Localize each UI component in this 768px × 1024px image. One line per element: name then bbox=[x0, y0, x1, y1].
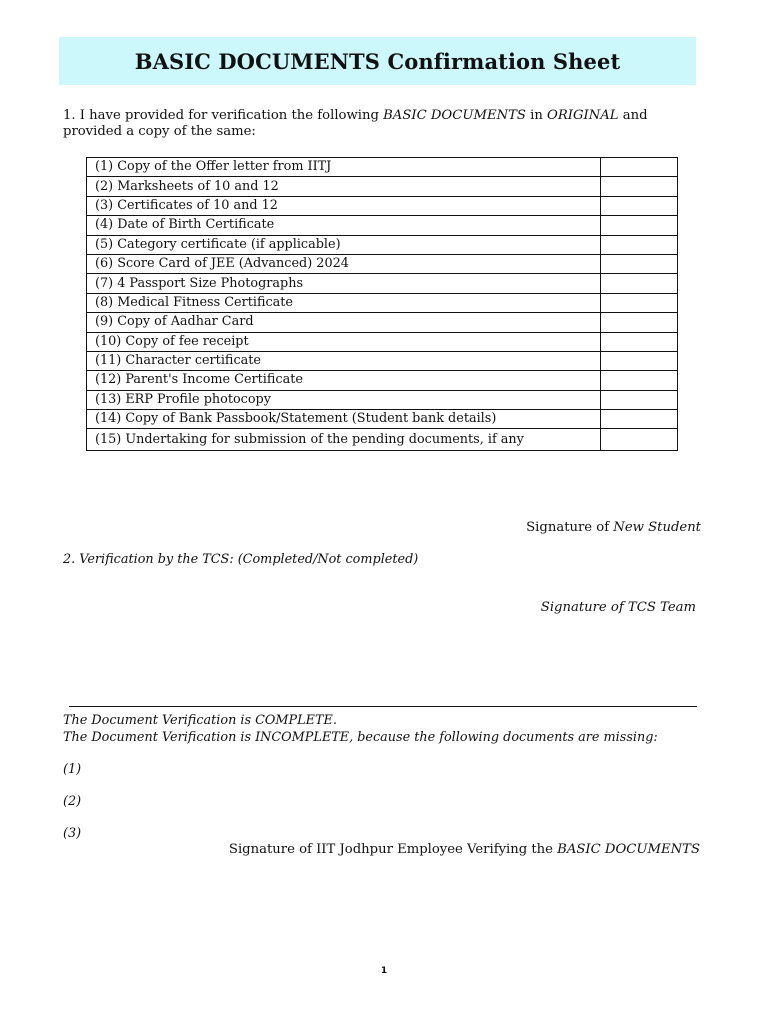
document-check-cell[interactable] bbox=[601, 371, 678, 390]
table-row bbox=[87, 254, 678, 273]
intro-prefix: 1. I have provided for verification the following bbox=[63, 108, 384, 123]
document-label: (8) Medical Fitness Certificate bbox=[87, 293, 601, 312]
document-label: (1) Copy of the Offer letter from IITJ bbox=[87, 158, 601, 177]
document-check-cell[interactable] bbox=[601, 216, 678, 235]
document-check-cell[interactable] bbox=[601, 293, 678, 312]
document-check-cell[interactable] bbox=[601, 410, 678, 429]
tcs-signature-text: Signature of TCS Team bbox=[540, 600, 696, 615]
document-check-cell[interactable] bbox=[601, 351, 678, 370]
document-check-cell[interactable] bbox=[601, 196, 678, 215]
document-check-cell[interactable] bbox=[601, 313, 678, 332]
document-check-cell[interactable] bbox=[601, 158, 678, 177]
document-check-cell[interactable] bbox=[601, 235, 678, 254]
document-label: (9) Copy of Aadhar Card bbox=[87, 313, 601, 332]
table-row bbox=[87, 371, 678, 390]
intro-suffix: and provided a copy of the same: bbox=[63, 108, 648, 139]
document-label: (12) Parent's Income Certificate bbox=[87, 371, 601, 390]
table-row bbox=[87, 293, 678, 312]
missing-item-1: (1) bbox=[63, 762, 82, 777]
document-check-cell[interactable] bbox=[601, 254, 678, 273]
document-label: (10) Copy of fee receipt bbox=[87, 332, 601, 351]
employee-signature-docs: BASIC DOCUMENTS bbox=[557, 842, 700, 857]
table-row bbox=[87, 313, 678, 332]
document-check-cell[interactable] bbox=[601, 177, 678, 196]
employee-signature-prefix: Signature of IIT Jodhpur Employee Verifying the bbox=[228, 842, 558, 857]
table-row bbox=[87, 332, 678, 351]
documents-table bbox=[86, 157, 678, 451]
missing-item-2: (2) bbox=[63, 794, 82, 809]
intro-basic-documents: BASIC DOCUMENTS bbox=[383, 108, 526, 123]
tcs-signature-label bbox=[541, 600, 696, 615]
intro-original: ORIGINAL bbox=[547, 108, 619, 123]
table-row bbox=[87, 390, 678, 409]
document-check-cell[interactable] bbox=[601, 274, 678, 293]
document-check-cell[interactable] bbox=[601, 390, 678, 409]
section-divider bbox=[69, 706, 697, 707]
document-check-cell[interactable] bbox=[601, 429, 678, 451]
intro-statement bbox=[63, 108, 703, 140]
page-title: BASIC DOCUMENTS Confirmation Sheet bbox=[134, 48, 621, 74]
table-row bbox=[87, 158, 678, 177]
intro-mid: in bbox=[525, 108, 548, 123]
document-label: (13) ERP Profile photocopy bbox=[87, 390, 601, 409]
table-row bbox=[87, 410, 678, 429]
document-label: (11) Character certificate bbox=[87, 351, 601, 370]
document-label: (15) Undertaking for submission of the pending documents, if any bbox=[87, 429, 601, 451]
document-label: (14) Copy of Bank Passbook/Statement (Student bank details) bbox=[87, 410, 601, 429]
document-label: (2) Marksheets of 10 and 12 bbox=[87, 177, 601, 196]
title-banner bbox=[59, 37, 696, 85]
document-label: (7) 4 Passport Size Photographs bbox=[87, 274, 601, 293]
tcs-verification-line: 2. Verification by the TCS: (Completed/Not completed) bbox=[63, 552, 419, 567]
table-row bbox=[87, 196, 678, 215]
student-signature-prefix: Signature of bbox=[526, 520, 614, 535]
table-row bbox=[87, 235, 678, 254]
table-row bbox=[87, 351, 678, 370]
employee-signature-label bbox=[229, 842, 700, 857]
table-row bbox=[87, 429, 678, 451]
document-label: (6) Score Card of JEE (Advanced) 2024 bbox=[87, 254, 601, 273]
page-number: 1 bbox=[380, 966, 388, 976]
student-signature-label bbox=[526, 520, 701, 535]
missing-item-3: (3) bbox=[63, 826, 82, 841]
verification-incomplete-line: The Document Verification is INCOMPLETE, because the following documents are missing: bbox=[63, 730, 658, 745]
table-row bbox=[87, 274, 678, 293]
student-signature-role: New Student bbox=[613, 520, 701, 535]
verification-complete-line: The Document Verification is COMPLETE. bbox=[63, 713, 337, 728]
table-row bbox=[87, 216, 678, 235]
document-label: (3) Certificates of 10 and 12 bbox=[87, 196, 601, 215]
document-check-cell[interactable] bbox=[601, 332, 678, 351]
document-label: (4) Date of Birth Certificate bbox=[87, 216, 601, 235]
table-row bbox=[87, 177, 678, 196]
document-label: (5) Category certificate (if applicable) bbox=[87, 235, 601, 254]
